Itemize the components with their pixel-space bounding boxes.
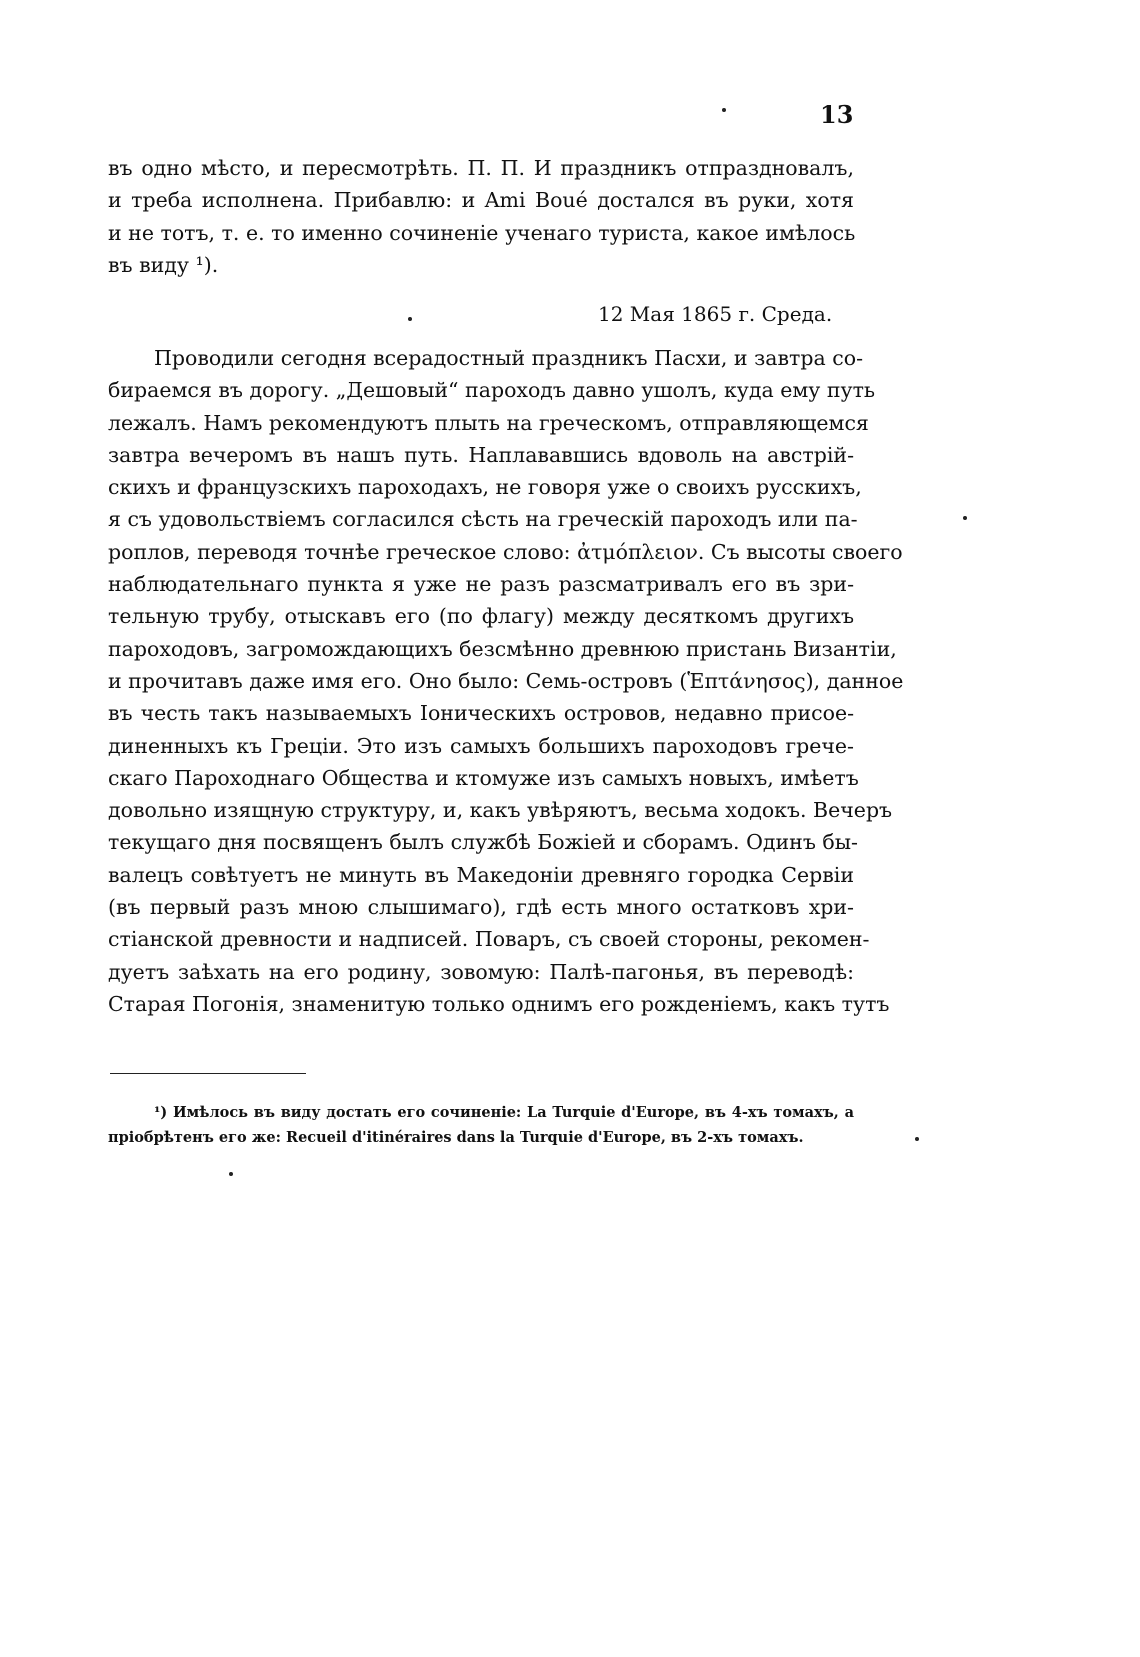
text-line: лежалъ. Намъ рекомендуютъ плыть на греческомъ, отправляющемся (108, 410, 869, 435)
text-line: текущаго дня посвященъ былъ службѣ Божіей и сборамъ. Одинъ бы- (108, 830, 858, 855)
text-line: и треба исполнена. Прибавлю: и Ami Boué достался въ руки, хотя (108, 188, 854, 213)
text-line: стіанской древности и надписей. Поваръ, съ своей стороны, рекомен- (108, 927, 870, 952)
text-line: пароходовъ, загромождающихъ безсмѣнно древнюю пристань Византіи, (108, 636, 897, 661)
footnote-line: ¹) Имѣлось въ виду достать его сочиненіе: La Turquie d'Europe, въ 4-хъ томахъ, а (154, 1104, 854, 1121)
text-line: дуетъ заѣхать на его родину, зовомую: Палѣ-пагонья, въ переводѣ: (108, 959, 854, 984)
text-line: Проводили сегодня всерадостный праздникъ Пасхи, и завтра со- (154, 346, 864, 370)
text-line: въ одно мѣсто, и пересмотрѣть. П. П. И праздникъ отпраздновалъ, (108, 156, 854, 180)
text-line: довольно изящную структуру, и, какъ увѣряютъ, весьма ходокъ. Вечеръ (108, 798, 893, 823)
scan-speck (408, 317, 412, 321)
text-line: въ виду ¹). (108, 252, 219, 277)
footnote (108, 1100, 854, 1150)
text-line: завтра вечеромъ въ нашъ путь. Наплававшись вдоволь на австрій- (108, 442, 854, 467)
text-line: тельную трубу, отыскавъ его (по флагу) между десяткомъ другихъ (108, 604, 854, 629)
footnote-line: пріобрѣтенъ его же: Recueil d'itinéraires dans la Turquie d'Europe, въ 2-хъ томахъ. (108, 1129, 804, 1146)
text-line: скаго Пароходнаго Общества и ктомуже изъ самыхъ новыхъ, имѣетъ (108, 765, 859, 790)
scan-speck (229, 1172, 233, 1176)
date-heading: 12 Мая 1865 г. Среда. (598, 302, 833, 326)
text-line: бираемся въ дорогу. „Дешовый“ пароходъ давно ушолъ, куда ему путь (108, 378, 876, 403)
text-line: роплов, переводя точнѣе греческое слово: ἀτμόπλειον. Съ высоты своего (108, 539, 903, 564)
scan-speck (963, 516, 967, 520)
scan-speck (915, 1137, 919, 1141)
text-line: Старая Погонія, знаменитую только однимъ его рожденіемъ, какъ тутъ (108, 991, 890, 1016)
text-line: въ честь такъ называемыхъ Іоническихъ островов, недавно присое- (108, 701, 854, 726)
text-line: и прочитавъ даже имя его. Оно было: Семь-островъ (Ἑπτάνησος), данное (108, 668, 904, 693)
text-line: и не тотъ, т. е. то именно сочиненіе ученаго туриста, какое имѣлось (108, 220, 856, 245)
text-line: валецъ совѣтуетъ не минуть въ Македоніи древняго городка Сервіи (108, 862, 854, 887)
text-line: я съ удовольствіемъ согласился сѣсть на греческій пароходъ или па- (108, 507, 858, 532)
text-line: диненныхъ къ Греціи. Это изъ самыхъ большихъ пароходовъ грече- (108, 733, 854, 758)
scan-speck (722, 108, 726, 112)
paragraph-2 (108, 342, 904, 1020)
text-line: наблюдательнаго пункта я уже не разъ разсматривалъ его въ зри- (108, 572, 854, 597)
paragraph-1 (108, 152, 854, 281)
page-number: 13 (820, 100, 854, 129)
footnote-divider (110, 1073, 306, 1074)
text-line: (въ первый разъ мною слышимаго), гдѣ есть много остатковъ хри- (108, 895, 854, 920)
text-line: скихъ и французскихъ пароходахъ, не говоря уже о своихъ русскихъ, (108, 475, 862, 500)
